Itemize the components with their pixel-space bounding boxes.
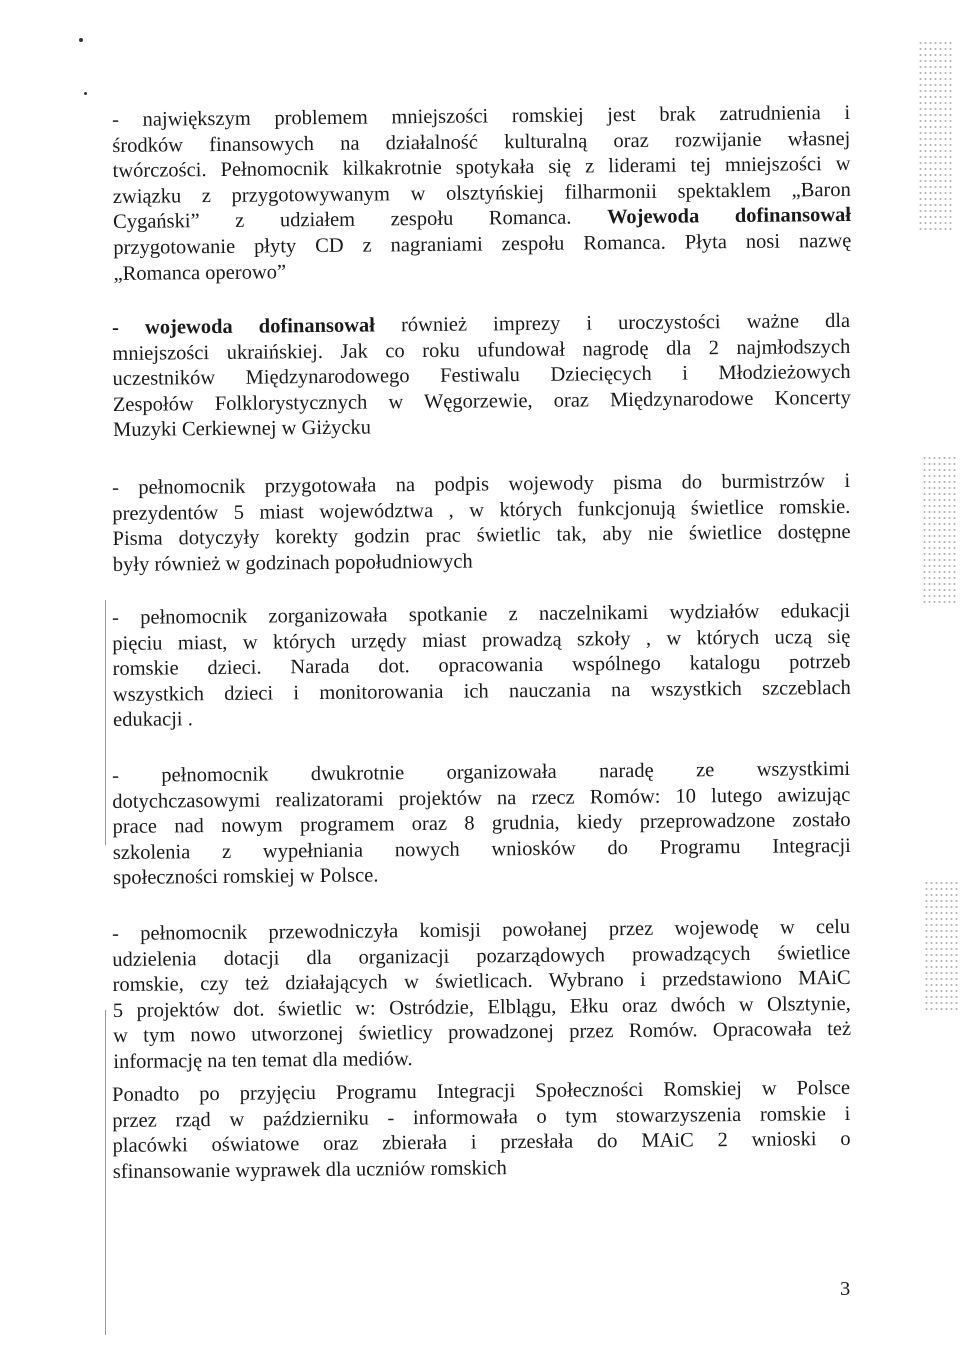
text-line: były również w godzinach popołudniowych — [112, 550, 473, 576]
text-line: Zespołów Folklorystycznych w Węgorzewie, oraz Międzynarodowe Koncerty — [112, 386, 851, 416]
text-line: prezydentów 5 miast województwa , w których funkcjonują świetlice romskie. — [112, 495, 851, 525]
text-line: szkolenia z wypełniania nowych wniosków do Programu Integracji — [112, 834, 851, 864]
text-line: dotychczasowymi realizatorami projektów na rzecz Romów: 10 lutego awizując — [112, 783, 851, 813]
text-line: - pełnomocnik dwukrotnie organizowała naradę ze wszystkimi — [112, 757, 851, 787]
text-line: środków finansowych na działalność kulturalną oraz rozwijanie własnej — [112, 127, 851, 157]
text-line: przygotowanie płyty CD z nagraniami zespołu Romanca. Płyta nosi nazwę — [113, 229, 852, 259]
text-line: edukacji . — [112, 708, 193, 732]
scan-speck — [79, 38, 83, 42]
paragraph-3 — [112, 469, 851, 578]
paragraph-1 — [112, 101, 852, 287]
text-line: mniejszości ukraińskiej. Jak co roku ufundował nagrodę dla 2 najmłodszych — [112, 335, 851, 365]
text-line: sfinansowanie wyprawek dla uczniów romskich — [112, 1156, 507, 1183]
text-line: „Romanca operowo” — [113, 260, 287, 285]
text-line: Pisma dotyczyły korekty godzin prac świetlic tak, aby nie świetlice dostępne — [112, 521, 851, 551]
bold-text-segment: Wojewoda dofinansował — [606, 204, 852, 229]
page-number: 3 — [840, 1278, 851, 1300]
text-line: placówki oświatowe oraz zbierała i przesłała do MAiC 2 wnioski o — [112, 1128, 851, 1158]
text-line: informację na ten temat dla mediów. — [113, 1048, 413, 1073]
bold-text-segment: - wojewoda dofinansował — [112, 314, 376, 339]
text-line: - pełnomocnik zorganizowała spotkanie z naczelnikami wydziałów edukacji — [112, 599, 851, 629]
paragraph-7 — [112, 1076, 851, 1185]
text-line: 5 projektów dot. świetlic w: Ostródzie, Elblągu, Ełku oraz dwóch w Olsztynie, — [112, 992, 851, 1022]
paragraph-6 — [112, 915, 851, 1076]
text-line: prace nad nowym programem oraz 8 grudnia, kiedy przeprowadzone zostało — [112, 809, 851, 839]
text-line: romskie dzieci. Narada dot. opracowania wspólnego katalogu potrzeb — [112, 651, 851, 681]
text-line: Ponadto po przyjęciu Programu Integracji Społeczności Romskiej w Polsce — [112, 1076, 851, 1106]
text-line: twórczości. Pełnomocnik kilkakrotnie spotykała się z liderami tej mniejszości w — [112, 153, 851, 183]
paragraph-5 — [112, 757, 851, 892]
text-line: pięciu miast, w których urzędy miast prowadzą szkoły , w których uczą się — [112, 625, 851, 655]
text-line: romskie, czy też działających w świetlicach. Wybrano i przedstawiono MAiC — [112, 967, 851, 997]
text-line: - pełnomocnik przygotowała na podpis wojewody pisma do burmistrzów i — [112, 469, 851, 499]
text-line: w tym nowo utworzonej świetlicy prowadzonej przez Romów. Opracowała też — [112, 1018, 852, 1048]
scan-edge-speckle — [918, 40, 954, 230]
text-line: udzielenia dotacji dla organizacji pozarządowych prowadzących świetlice — [112, 941, 851, 971]
text-line: - największym problemem mniejszości romskiej jest brak zatrudnienia i — [112, 101, 851, 131]
text-line: - pełnomocnik przewodniczyła komisji powołanej przez wojewodę w celu — [112, 915, 851, 945]
text-line: społeczności romskiej w Polsce. — [112, 864, 379, 890]
paragraph-4 — [112, 599, 851, 734]
scan-edge-speckle — [922, 455, 958, 605]
binding-edge-line — [105, 600, 106, 845]
text-line: wszystkich dzieci i monitorowania ich nauczania na wszystkich szczeblach — [112, 676, 851, 706]
binding-edge-line — [105, 1010, 106, 1335]
text-segment: również imprezy i uroczystości ważne dla — [400, 309, 851, 337]
text-line: związku z przygotowywanym w olsztyńskiej filharmonii spektaklem „Baron — [112, 178, 851, 208]
scan-speck — [84, 92, 87, 95]
paragraph-2 — [112, 309, 851, 444]
text-line: uczestników Międzynarodowego Festiwalu Dziecięcych i Młodzieżowych — [112, 361, 851, 391]
scan-edge-speckle — [924, 880, 960, 1010]
text-segment: Cygański” z udziałem zespołu Romanca. — [112, 206, 572, 234]
text-line: Muzyki Cerkiewnej w Giżycku — [112, 416, 372, 442]
text-line: przez rząd w październiku - informowała o tym stowarzyszenia romskie i — [112, 1102, 851, 1132]
